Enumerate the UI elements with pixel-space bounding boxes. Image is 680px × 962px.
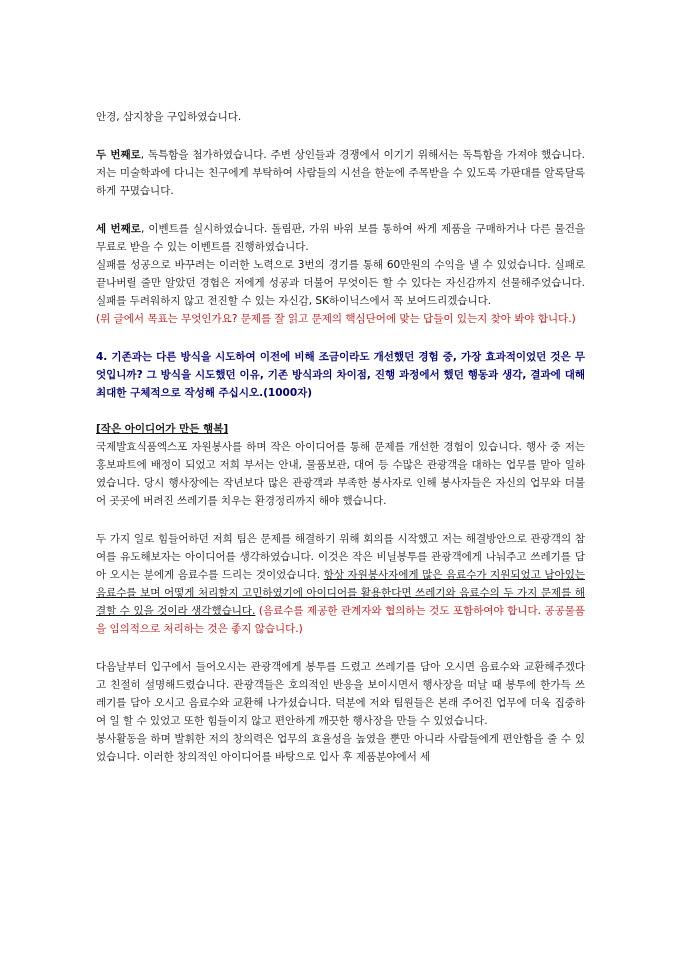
reviewer-note-2: (음료수를 제공한 관계자와 협의하는 것도 포함하여야 합니다. 공공물품을 임의적으로 처리하는 것은 좋지 않습니다.) [96,605,585,635]
paragraph-idea-text: 두 가지 일로 힘들어하던 저희 팀은 문제를 해결하기 위해 회의를 시작했고 저는 해결방안으로 관광객의 참여를 유도해보자는 아이디어를 생각하였습니다. 이것은 작은 비닐봉투를 관광객에게 나눠주고 쓰레기를 담아 오시는 분에게 음료수를 드리는 것이었습니다. [96,533,585,581]
lead-second: 두 번째로 [96,149,141,161]
paragraph-third [96,220,585,256]
paragraph-conclusion: 봉사활동을 하며 발휘한 저의 창의력은 업무의 효율성을 높였을 뿐만 아니라 사람들에게 편안함을 줄 수 있었습니다. 이러한 창의적인 아이디어를 바탕으로 입사 후 제품분야에서 세 [96,733,585,763]
section-title: [작은 아이디어가 만든 행복] [96,423,229,435]
paragraph-result: 실패를 성공으로 바꾸려는 이러한 노력으로 3번의 경기를 통해 60만원의 수익을 낼 수 있었습니다. 실패로 끝나버릴 줄만 알았던 경험은 저에게 성공과 더불어 무엇이든 할 수 있다는 자신감까지 선물해주었습니다. 실패를 두려워하지 않고 전진할 수 있는 자신감, SK하이닉스에서 꼭 보여드리겠습니다. [96,259,585,307]
paragraph-expo: 국제발효식품엑스포 자원봉사를 하며 작은 아이디어를 통해 문제를 개선한 경험이 있습니다. 행사 중 저는 홍보파트에 배정이 되었고 저희 부서는 안내, 물품보관, 대여 등 수많은 관광객을 대하는 업무를 맡아 일하였습니다. 당시 행사장에는 작년보다 많은 관광객과 부족한 봉사자로 인해 봉사자들은 자신의 업무와 더불어 곳곳에 버려진 쓰레기를 치우는 환경정리까지 해야 했습니다. [96,441,585,507]
paragraph-second [96,146,585,200]
reviewer-note-1: (위 글에서 목표는 무엇인가요? 문제를 잘 읽고 문제의 핵심단어에 맞는 답들이 있는지 찾아 봐야 합니다.) [96,313,576,325]
paragraph-1: 안경, 삼지창을 구입하였습니다. [96,111,242,123]
underlined-text: 항상 자원봉사자에게 많은 음료수가 지원되었고 남아있는 음료수를 보며 어떻게 처리할지 고민하였기에 아이디어를 활용한다면 쓰레기와 음료수의 두 가지 문제를 해결할 수 있을 것이라 생각했습니다. [96,569,585,617]
paragraph-second-text: , 독특함을 첨가하였습니다. 주변 상인들과 경쟁에서 이기기 위해서는 독특함을 가져야 했습니다. 저는 미술학과에 다니는 친구에게 부탁하여 사람들의 시선을 한눈에 주목받을 수 있도록 가판대를 알록달록하게 꾸몄습니다. [96,149,586,197]
paragraph-idea [96,530,585,638]
paragraph-third-text: , 이벤트를 실시하였습니다. 돌림판, 가위 바위 보를 통하여 싸게 제품을 구매하거나 다른 물건을 무료로 받을 수 있는 이벤트를 진행하였습니다. [96,223,586,253]
lead-third: 세 번째로 [96,223,141,235]
paragraph-result-2: 다음날부터 입구에서 들어오시는 관광객에게 봉투를 드렸고 쓰레기를 담아 오시면 음료수와 교환해주겠다고 친절히 설명해드렸습니다. 관광객들은 호의적인 반응을 보이시면서 행사장을 떠날 때 봉투에 한가득 쓰레기를 담아 오시고 음료수와 교환해 나가셨습니다. 덕분에 저와 팀원들은 본래 주어진 업무에 더욱 집중하여 일 할 수 있었고 또한 힘들이지 않고 편안하게 깨끗한 행사장을 만들 수 있었습니다. [96,661,585,727]
document-page [96,108,585,766]
question-4: 4. 기존과는 다른 방식을 시도하여 이전에 비해 조금이라도 개선했던 경험 중, 가장 효과적이었던 것은 무엇입니까? 그 방식을 시도했던 이유, 기존 방식과의 차이점, 진행 과정에서 했던 행동과 생각, 결과에 대해 최대한 구체적으로 작성해 주십시오.(1000자) [96,351,585,399]
